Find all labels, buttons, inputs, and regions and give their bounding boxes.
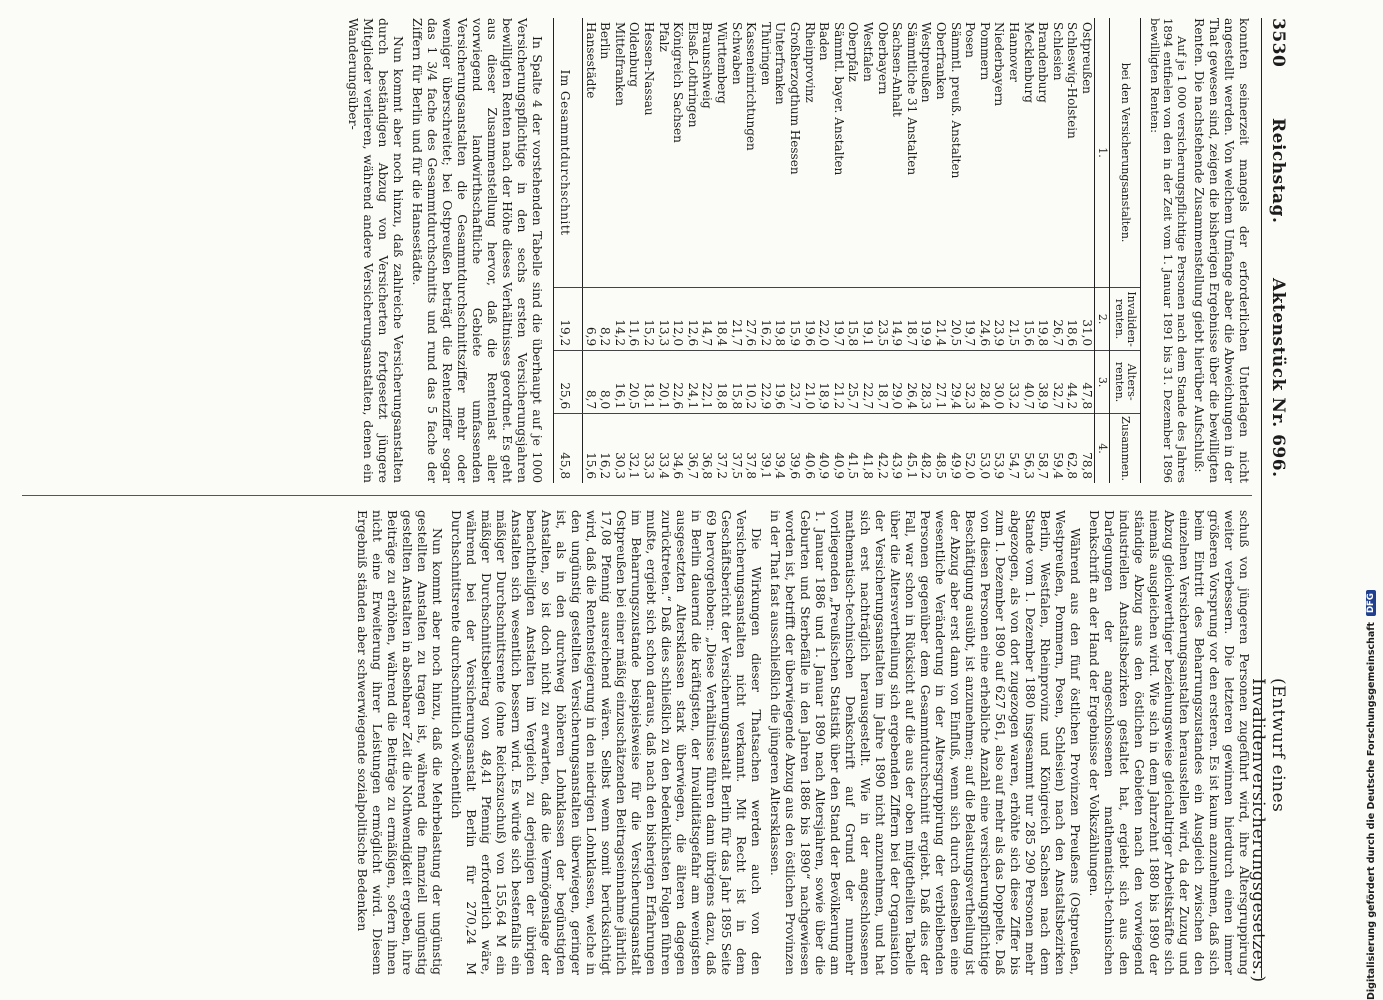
row-institution: Oldenburg <box>627 22 642 88</box>
paragraph: Während aus den fünf östlichen Provinzen Preußens (Ostpreußen, Westpreußen, Pommern, Posen, Schlesien) nach den Anstaltsbezirken Berlin, Westfalen, Rheinprovinz und Königreich Sachsen nach dem Stande vom 1. Dezember 1880 insgesammt nur 285 290 Personen mehr abgezogen, als von dort zugezogen waren, erhöhte sich diese Ziffer bis zum 1. Dezember 1890 auf 627 561, also auf mehr als das Doppelte. Daß von diesen Personen eine erhebliche Anzahl eine versicherungspflichtige Beschäftigung ausübt, ist anzunehmen; auf die Belastungsvertheilung ist der Abzug aber erst dann von Einfluß, wenn sich durch denselben eine wesentliche Veränderung in der Altersgruppirung der verbleibenden Personen gegenüber dem Gesammtdurchschnitt ergiebt. Daß dies der Fall, war schon in Rücksicht auf die aus der oben mitgetheilten Tabelle über die Altersvertheilung sich ergebenden Ziffern bei der Organisation der Versicherungsanstalten im Jahre 1890 nicht anzunehmen, und hat sich erst nachträglich herausgestellt. Wie in der angeschlossenen mathematisch-technischen Denkschrift auf Grund der nunmehr vorliegenden „Preußischen Statistik über den Stand der Bevölkerung am 1. Januar 1886 und 1. Januar 1890 nach Altersjahren, sowie über die Geburten und Sterbefälle in den Jahren 1886 bis 1890“ nachgewiesen worden ist, betrifft der überwiegende Abzug aus den östlichen Provinzen in der That fast ausschließlich die jüngeren Altersklassen. <box>768 510 1083 975</box>
table-row <box>817 18 832 483</box>
total-age: 25,6 <box>553 351 583 414</box>
row-total: 39,1 <box>758 414 773 483</box>
row-invalid: 26,7 <box>1050 288 1065 351</box>
row-institution: Sämmtl. bayer. Anstalten <box>831 22 846 176</box>
row-institution: Posen <box>963 22 978 58</box>
table-row <box>875 18 890 483</box>
row-invalid: 14,2 <box>612 288 627 351</box>
row-age: 40,7 <box>1021 351 1036 414</box>
row-invalid: 23,5 <box>875 288 890 351</box>
table-row <box>612 18 627 483</box>
table-row <box>831 18 846 483</box>
row-institution: Schlesien <box>1050 22 1065 81</box>
row-invalid: 21,7 <box>729 288 744 351</box>
row-institution: Brandenburg <box>1036 22 1051 103</box>
row-age: 27,1 <box>933 351 948 414</box>
table-row <box>977 18 992 483</box>
row-total: 53,0 <box>977 414 992 483</box>
pension-table <box>553 18 1142 483</box>
row-institution: Unterfranken <box>773 22 788 105</box>
row-total: 62,8 <box>1065 414 1080 483</box>
page-header <box>1248 18 1292 983</box>
colnum-3: 3. <box>1094 351 1110 414</box>
row-age: 28,4 <box>977 351 992 414</box>
total-invalid: 19,2 <box>553 288 583 351</box>
row-total: 58,7 <box>1036 414 1051 483</box>
row-age: 18,7 <box>875 351 890 414</box>
row-invalid: 27,6 <box>744 288 759 351</box>
table-row <box>1050 18 1065 483</box>
row-invalid: 21,4 <box>933 288 948 351</box>
row-invalid: 18,4 <box>714 288 729 351</box>
table-row <box>685 18 700 483</box>
row-invalid: 18,6 <box>1065 288 1080 351</box>
row-institution: Sachsen-Anhalt <box>890 22 905 117</box>
row-total: 32,1 <box>627 414 642 483</box>
row-total: 37,8 <box>744 414 759 483</box>
table-row <box>729 18 744 483</box>
row-invalid: 22,0 <box>817 288 832 351</box>
footer-strip <box>1362 0 1382 1000</box>
row-institution: Hansestädte <box>583 22 598 99</box>
row-age: 22,1 <box>700 351 715 414</box>
row-invalid: 14,9 <box>890 288 905 351</box>
row-invalid: 19,7 <box>963 288 978 351</box>
row-institution: Rheinprovinz <box>802 22 817 103</box>
footer-text: Digitalisierung gefördert durch die Deutsche Forschungsgemeinschaft <box>1365 622 1377 1000</box>
total-sum: 45,8 <box>553 414 583 483</box>
row-institution: Braunschweig <box>700 22 715 109</box>
row-age: 20,1 <box>656 351 671 414</box>
table-row <box>758 18 773 483</box>
row-total: 36,7 <box>685 414 700 483</box>
row-invalid: 13,3 <box>656 288 671 351</box>
table-header-row <box>1110 18 1141 483</box>
row-invalid: 15,6 <box>1021 288 1036 351</box>
row-age: 20,5 <box>627 351 642 414</box>
row-age: 22,9 <box>758 351 773 414</box>
page-number: 3530 <box>1268 18 1288 68</box>
row-total: 42,2 <box>875 414 890 483</box>
row-invalid: 19,1 <box>860 288 875 351</box>
row-age: 10,2 <box>744 351 759 414</box>
row-total: 49,9 <box>948 414 963 483</box>
header-institution: bei den Versicherungsanstalten. <box>1110 18 1141 288</box>
row-invalid: 15,9 <box>787 288 802 351</box>
row-invalid: 19,7 <box>831 288 846 351</box>
right-column <box>351 510 1252 975</box>
table-row <box>1065 18 1080 483</box>
row-age: 19,6 <box>773 351 788 414</box>
row-age: 8,0 <box>598 351 613 414</box>
row-age: 25,7 <box>846 351 861 414</box>
table-row <box>846 18 861 483</box>
row-age: 33,2 <box>1006 351 1021 414</box>
row-institution: Sämmtl. preuß. Anstalten <box>948 22 963 179</box>
row-invalid: 21,5 <box>1006 288 1021 351</box>
row-total: 53,9 <box>992 414 1007 483</box>
paragraph: In Spalte 4 der vorstehenden Tabelle sind die überhaupt auf je 1000 Versicherungspflichtige in den sechs ersten Versicherungsjahren bewilligten Renten nach der Höhe dieses Verhältnisses geordnet. Es geht aus dieser Zusammenstellung hervor, daß die Rentenlast aller vorwiegend landwirthschaftliche Gebiete umfassenden Versicherungsanstalten die Gesammtdurchschnittsziffer mehr oder weniger überschreitet; bei Ostpreußen beträgt die Rentenziffer sogar das 1 3/4 fache des Gesammtdurchschnitts und rund das 5 fache der Ziffern für Berlin und für die Hansestädte. <box>409 18 545 483</box>
row-institution: Oberpfalz <box>846 22 861 82</box>
row-total: 78,8 <box>1079 414 1094 483</box>
row-institution: Westpreußen <box>919 22 934 103</box>
row-institution: Baden <box>817 22 832 61</box>
footer <box>1362 0 1380 1000</box>
table-row <box>919 18 934 483</box>
row-total: 43,9 <box>890 414 905 483</box>
paragraph: schuß von jüngeren Personen zugeführt wird, ihre Altersgruppirung weiter verbessern. Die letzteren gewinnen hierdurch einen immer größeren Vorsprung vor den ersteren. Es ist kaum anzunehmen, daß sich beim Eintritt des Beharrungszustandes ein Ausgleich zwischen den einzelnen Versicherungsanstalten herausstellen wird, da der Zuzug und Abzug gleichwerthiger beziehungsweise gleichaltriger Arbeitskräfte sich niemals ausgleichen wird. Wie sich in dem Jahrzehnt 1880 bis 1890 der ständige Abzug aus den östlichen Gebieten nach den vorwiegend industriellen Anstaltsbezirken gestaltet hat, ergiebt sich aus den Darlegungen der angeschlossenen mathematisch-technischen Denkschrift an der Hand der Ergebnisse der Volkszählungen. <box>1087 510 1252 975</box>
row-age: 18,9 <box>817 351 832 414</box>
row-age: 29,4 <box>948 351 963 414</box>
left-running-title: Reichstag. <box>1268 118 1288 224</box>
row-invalid: 12,0 <box>671 288 686 351</box>
row-total: 45,1 <box>904 414 919 483</box>
row-age: 26,4 <box>904 351 919 414</box>
table-row <box>656 18 671 483</box>
document-number: Aktenstück Nr. 696. <box>1268 278 1288 478</box>
colnum-1: 1. <box>1094 18 1110 288</box>
table-row <box>583 18 598 483</box>
table-row <box>802 18 817 483</box>
row-total: 40,9 <box>817 414 832 483</box>
row-institution: Ostpreußen <box>1079 22 1094 94</box>
paragraph: Nun kommt aber noch hinzu, daß die Mehrbelastung der ungünstig gestellten Anstalten zu tragen ist, während die finanziell ungünstig gestellten Anstalten in absehbarer Zeit die Nothwendigkeit ergeben, ihre Beiträge zu erhöhen, während die Beiträge zu ermäßigen, sofern ihnen nicht eine Erweiterung ihrer Leistungen ermöglicht wird. Diesem Ergebniß ständen aber schwerwiegende sozialpolitische Bedenken <box>355 510 445 975</box>
table-row <box>992 18 1007 483</box>
row-age: 18,1 <box>642 351 657 414</box>
row-institution: Württemberg <box>715 22 730 104</box>
table-row <box>598 18 613 483</box>
left-column <box>342 18 1252 483</box>
row-institution: Oberfranken <box>933 22 948 100</box>
row-total: 33,3 <box>642 414 657 483</box>
row-invalid: 18,7 <box>904 288 919 351</box>
row-institution: Hannover <box>1006 22 1021 82</box>
row-institution: Niederbayern <box>992 22 1007 107</box>
row-invalid: 31,0 <box>1079 288 1094 351</box>
table-row <box>773 18 788 483</box>
row-institution: Kasseneinrichtungen <box>744 22 759 151</box>
row-total: 40,6 <box>802 414 817 483</box>
row-age: 23,7 <box>787 351 802 414</box>
row-institution: Westfalen <box>861 22 875 82</box>
row-total: 52,0 <box>963 414 978 483</box>
row-total: 34,6 <box>671 414 686 483</box>
table-body <box>583 18 1095 483</box>
row-age: 30,0 <box>992 351 1007 414</box>
row-invalid: 15,8 <box>846 288 861 351</box>
row-institution: Elsaß-Lothringen <box>685 22 700 128</box>
table-row <box>1079 18 1094 483</box>
row-total: 39,6 <box>787 414 802 483</box>
row-total: 36,8 <box>700 414 715 483</box>
table-row <box>890 18 905 483</box>
row-invalid: 19,8 <box>1036 288 1051 351</box>
table-row <box>948 18 963 483</box>
row-age: 28,3 <box>919 351 934 414</box>
column-divider <box>22 495 1252 496</box>
row-age: 32,3 <box>963 351 978 414</box>
header-age: Alters-renten. <box>1110 351 1141 414</box>
row-total: 59,4 <box>1050 414 1065 483</box>
colnum-4: 4. <box>1094 414 1110 483</box>
row-institution: Mecklenburg <box>1021 22 1036 103</box>
table-row <box>714 18 729 483</box>
row-age: 29,0 <box>890 351 905 414</box>
row-total: 39,4 <box>773 414 788 483</box>
row-institution: Pommern <box>977 22 992 81</box>
row-invalid: 23,9 <box>992 288 1007 351</box>
paragraph: Nun kommt aber noch hinzu, daß zahlreiche Versicherungsanstalten durch beständigen Abzug von Versicherten fortgesetzt jüngere Mitglieder verlieren, während andere Versicherungsanstalten, denen ein Wanderungsüber- <box>345 18 406 483</box>
row-age: 22,6 <box>671 351 686 414</box>
row-invalid: 11,6 <box>627 288 642 351</box>
row-institution: Großherzogthum Hessen <box>788 22 803 175</box>
row-age: 21,0 <box>802 351 817 414</box>
column-number-row <box>1094 18 1110 483</box>
row-institution: Mittelfranken <box>612 22 627 106</box>
paragraph: Die Wirkungen dieser Thatsachen werden auch von den Versicherungsanstalten nicht verkannt. Mit Recht ist in dem Geschäftsbericht der Versicherungsanstalt Berlin für das Jahr 1895 Seite 69 hervorgehoben: „Diese Verhältnisse führen dann übrigens dazu, daß in Berlin dauernd die kräftigsten, der Invaliditätsgefahr am wenigsten ausgesetzten Altersklassen stark überwiegen, die älteren dagegen zurücktreten.“ Daß dies schließlich zu den bedenklichsten Folgen führen mußte, ergiebt sich schon daraus, daß nach den bisherigen Erfahrungen im Beharrungszustande beispielsweise für die Versicherungsanstalt Ostpreußen bei einer mäßig einzuschätzenden Beitragseinnahme jährlich 17,08 Pfennig ausreichend wären. Selbst wenn somit berücksichtigt wird, daß die Rentensteigerung in den niedrigen Lohnklassen, welche in den ungünstig gestellten Versicherungsanstalten überwiegen, geringer ist, als in den durchweg höheren Lohnklassen der begünstigten Anstalten, so ist doch nicht zu erwarten, daß die Vermögenslage der benachtheiligten Anstalten im Vergleich zu derjenigen der übrigen Anstalten sich wesentlich bessern wird. Es würde sich bestenfalls ein mäßiger Durchschnittsrente (ohne Reichszuschuß) von 155,64 M ein mäßiger Durchschnittsbeitrag von 48,41 Pfennig erforderlich wäre, während bei der Versicherungsanstalt Berlin für 270,24 M Durchschnittsrente durchschnittlich wöchentlich <box>449 510 764 975</box>
row-invalid: 15,2 <box>642 288 657 351</box>
row-total: 15,6 <box>583 414 598 483</box>
table-row <box>963 18 978 483</box>
table-row <box>933 18 948 483</box>
right-running-title: (Entwurf eines Invalidenversicherungsgesetzes.) <box>1248 678 1288 983</box>
row-age: 15,8 <box>729 351 744 414</box>
row-invalid: 12,6 <box>685 288 700 351</box>
colnum-2: 2. <box>1094 288 1110 351</box>
row-institution: Oberbayern <box>875 22 890 95</box>
row-age: 16,1 <box>612 351 627 414</box>
row-invalid: 14,7 <box>700 288 715 351</box>
row-institution: Thüringen <box>758 22 773 86</box>
row-invalid: 20,5 <box>948 288 963 351</box>
row-total: 37,2 <box>714 414 729 483</box>
row-institution: Berlin <box>598 22 613 60</box>
row-invalid: 19,8 <box>773 288 788 351</box>
row-age: 38,9 <box>1036 351 1051 414</box>
row-institution: Hessen-Nassau <box>642 22 657 116</box>
row-institution: Pfalz <box>656 22 671 52</box>
table-lead: Auf je 1 000 versicherungspflichtige Personen nach dem Stande des Jahres 1894 entfielen von den in der Zeit vom 1. Januar 1891 bis 31. Dezember 1896 bewilligten Renten: <box>1148 18 1189 483</box>
row-invalid: 8,2 <box>598 288 613 351</box>
table-row <box>642 18 657 483</box>
row-total: 56,3 <box>1021 414 1036 483</box>
row-institution: Schleswig-Holstein <box>1065 22 1080 139</box>
row-age: 32,7 <box>1050 351 1065 414</box>
row-institution: Königreich Sachsen <box>671 22 686 143</box>
row-age: 22,7 <box>860 351 875 414</box>
table-row <box>744 18 759 483</box>
row-age: 8,7 <box>583 351 598 414</box>
row-age: 21,2 <box>831 351 846 414</box>
row-total: 37,5 <box>729 414 744 483</box>
table-row <box>627 18 642 483</box>
table-row <box>700 18 715 483</box>
row-invalid: 16,2 <box>758 288 773 351</box>
row-age: 24,1 <box>685 351 700 414</box>
row-institution: Schwaben <box>729 22 744 85</box>
table-row <box>904 18 919 483</box>
table-row <box>1036 18 1051 483</box>
row-age: 18,8 <box>714 351 729 414</box>
row-total: 16,2 <box>598 414 613 483</box>
row-total: 41,8 <box>860 414 875 483</box>
row-invalid: 6,9 <box>583 288 598 351</box>
table-row <box>1021 18 1036 483</box>
total-row <box>553 18 583 483</box>
header-invalid: Invaliden-renten. <box>1110 288 1141 351</box>
row-age: 47,8 <box>1079 351 1094 414</box>
row-invalid: 19,6 <box>802 288 817 351</box>
row-total: 41,5 <box>846 414 861 483</box>
row-invalid: 19,9 <box>919 288 934 351</box>
dfg-logo: DFG <box>1366 590 1376 616</box>
intro-paragraph: konnten seinerzeit mangels der erforderlichen Unterlagen nicht angestellt werden. Von welchem Umfange aber die Abweichungen in der That gewesen sind, zeigen die bisherigen Ergebnisse über die bewilligten Renten. Die nachstehende Zusammenstellung giebt hierüber Aufschluß: <box>1192 18 1252 483</box>
row-total: 48,2 <box>919 414 934 483</box>
row-total: 54,7 <box>1006 414 1021 483</box>
row-total: 30,3 <box>612 414 627 483</box>
row-age: 44,2 <box>1065 351 1080 414</box>
row-invalid: 24,6 <box>977 288 992 351</box>
total-label: Im Gesammtdurchschnitt <box>553 18 583 288</box>
header-total: Zusammen. <box>1110 414 1141 483</box>
table-row <box>860 18 875 483</box>
table-row <box>1006 18 1021 483</box>
table-row <box>671 18 686 483</box>
row-total: 33,4 <box>656 414 671 483</box>
row-institution: Sämmtliche 31 Anstalten <box>904 22 919 176</box>
row-total: 48,5 <box>933 414 948 483</box>
table-row <box>787 18 802 483</box>
row-total: 40,9 <box>831 414 846 483</box>
